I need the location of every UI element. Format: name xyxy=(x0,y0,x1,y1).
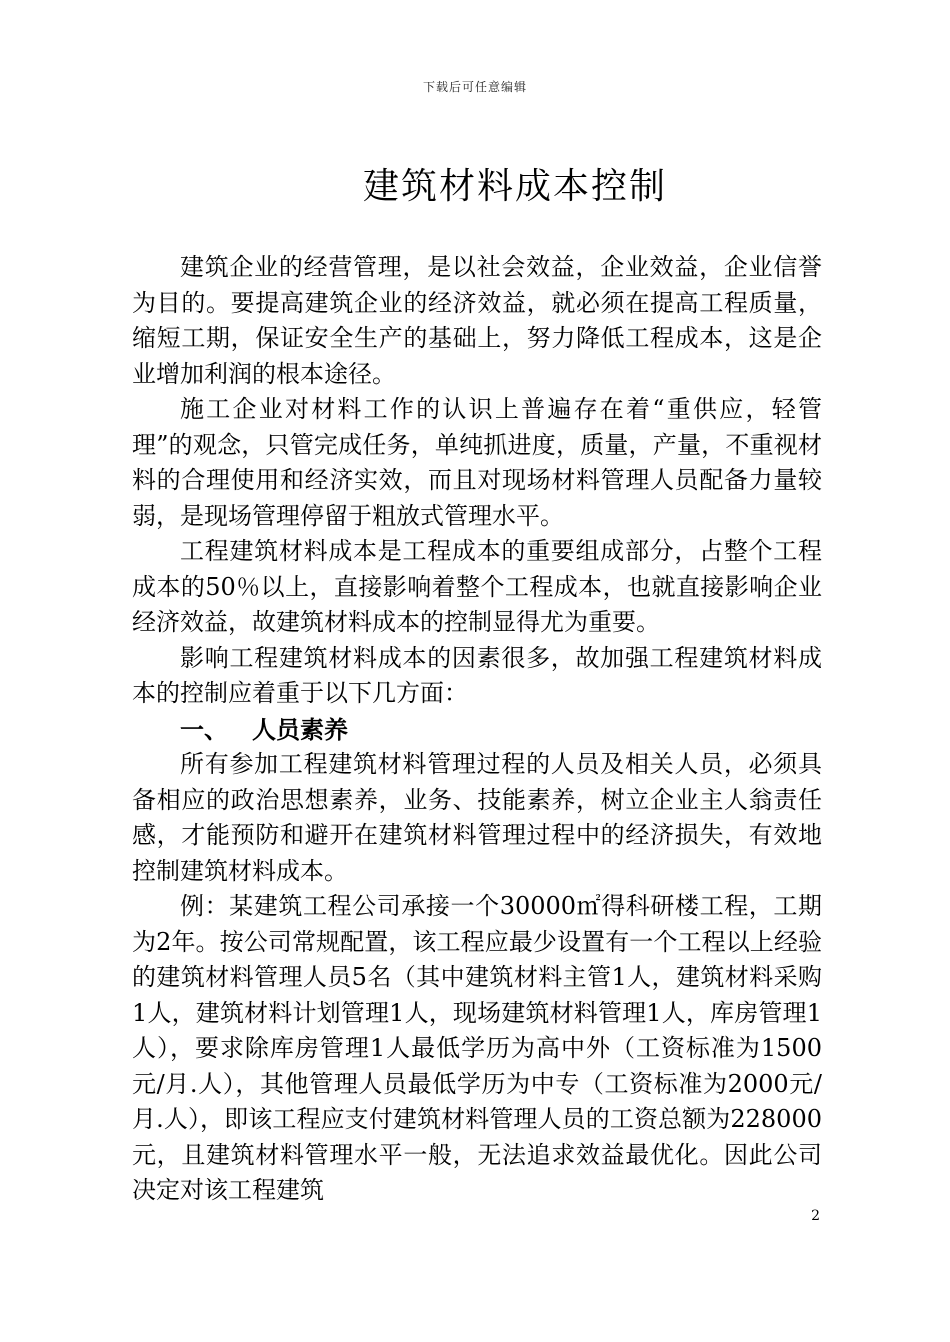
body-paragraph: 施工企业对材料工作的认识上普遍存在着“重供应，轻管理”的观念，只管完成任务，单纯抓进度，质量，产量，不重视材料的合理使用和经济实效，而且对现场材料管理人员配备力量较弱，是现场管理停留于粗放式管理水平。 xyxy=(132,395,822,530)
page-header-note: 下载后可任意编辑 xyxy=(422,80,527,94)
page-number: 2 xyxy=(811,1208,820,1224)
body-paragraph: 例：某建筑工程公司承接一个30000㎡得科研楼工程，工期为2年。按公司常规配置，该工程应最少设置有一个工程以上经验的建筑材料管理人员5名（其中建筑材料主管1人，建筑材料采购1人，建筑材料计划管理1人，现场建筑材料管理1人，库房管理1人），要求除库房管理1人最低学历为高中外（工资标准为1500元/月.人），其他管理人员最低学历为中专（工资标准为2000元/月.人），即该工程应支付建筑材料管理人员的工资总额为228000元，且建筑材料管理水平一般，无法追求效益最优化。因此公司决定对该工程建筑 xyxy=(132,892,822,1204)
body-paragraph: 所有参加工程建筑材料管理过程的人员及相关人员，必须具备相应的政治思想素养，业务、技能素养，树立企业主人翁责任感，才能预防和避开在建筑材料管理过程中的经济损失，有效地控制建筑材料成本。 xyxy=(132,750,822,885)
body-paragraph: 工程建筑材料成本是工程成本的重要组成部分，占整个工程成本的50％以上，直接影响着整个工程成本，也就直接影响企业经济效益，故建筑材料成本的控制显得尤为重要。 xyxy=(132,537,822,636)
section-heading-text: 人员素养 xyxy=(252,714,348,744)
body-paragraph: 影响工程建筑材料成本的因素很多，故加强工程建筑材料成本的控制应着重于以下几方面： xyxy=(132,643,822,707)
section-number: 一、 xyxy=(180,714,228,744)
document-title: 建筑材料成本控制 xyxy=(362,166,667,207)
section-heading xyxy=(132,712,822,748)
document-body xyxy=(132,250,822,1209)
body-paragraph: 建筑企业的经营管理，是以社会效益，企业效益，企业信誉为目的。要提高建筑企业的经济效益，就必须在提高工程质量，缩短工期，保证安全生产的基础上，努力降低工程成本，这是企业增加利润的根本途径。 xyxy=(132,253,822,388)
